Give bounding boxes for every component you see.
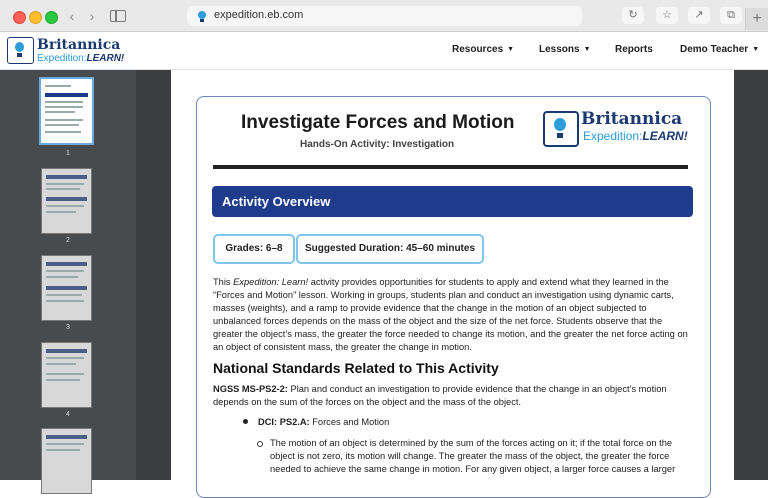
title-divider: [213, 165, 688, 169]
back-arrow-icon[interactable]: ‹: [69, 8, 75, 24]
page-number-label: 4: [66, 411, 70, 418]
chevron-down-icon: ▼: [583, 46, 591, 53]
close-window-button[interactable]: [13, 11, 26, 24]
url-text: expedition.eb.com: [214, 9, 304, 21]
site-header: [0, 32, 768, 70]
nav-resources[interactable]: Resources ▼: [452, 44, 515, 55]
bullet-icon: [243, 419, 248, 424]
section-heading: Activity Overview: [222, 194, 331, 209]
page-thumbnail-2[interactable]: [41, 168, 92, 234]
page-thumbnails-sidebar[interactable]: [0, 70, 136, 480]
page-thumbnail-1[interactable]: [39, 77, 94, 145]
lightbulb-icon: [543, 111, 579, 147]
share-icon[interactable]: ↗: [688, 7, 710, 24]
forward-arrow-icon[interactable]: ›: [89, 8, 95, 24]
lightbulb-icon: [7, 37, 34, 64]
new-tab-icon[interactable]: +: [745, 8, 768, 30]
browser-toolbar: [0, 0, 768, 32]
ngss-standard: NGSS MS-PS2-2: Plan and conduct an investigation to provide evidence that the change in an object’s motion depends on the sum of the forces on the object and the mass of the object.: [213, 384, 667, 407]
page-number-label: 3: [66, 324, 70, 331]
site-favicon-icon: [195, 9, 209, 23]
logo-subwordmark: Expedition:LEARN!: [583, 129, 688, 143]
document-subtitle: Hands-On Activity: Investigation: [300, 139, 455, 150]
tabs-overview-icon[interactable]: ⧉: [720, 7, 742, 24]
page-number-label: 1: [66, 150, 70, 157]
nav-reports[interactable]: Reports: [615, 44, 653, 55]
address-bar[interactable]: [187, 6, 582, 26]
document-title: Investigate Forces and Motion: [241, 112, 515, 133]
sub-bullet-icon: [257, 441, 263, 447]
logo-wordmark: Britannica: [37, 37, 121, 53]
minimize-window-button[interactable]: [29, 11, 42, 24]
logo-wordmark: Britannica: [581, 109, 683, 129]
activity-description: This Expedition: Learn! activity provides opportunities for students to apply and extend what they learned in the “Forces and Motion” lesson. Working in groups, students plan and conduct an investigation using dynamic carts, masses (weights), and a ramp to provide evidence that the change in the motion of an object subjected to unbalanced forces depends on the mass of the object and the size of the net force. Students observe that the greater the object’s mass, the greater the force needed to change its motion, and the greater the net force acting on an object of consistent mass, the greater the change in motion.: [213, 277, 688, 352]
nav-lessons[interactable]: Lessons ▼: [539, 44, 591, 55]
chevron-down-icon: ▼: [752, 46, 760, 53]
bookmark-star-icon[interactable]: ☆: [656, 7, 678, 24]
page-number-label: 2: [66, 237, 70, 244]
logo-subwordmark: Expedition:LEARN!: [37, 53, 125, 64]
activity-overview-banner: [212, 186, 693, 217]
dci-detail: The motion of an object is determined by the sum of the forces acting on it; if the total force on the object is not zero, its motion will change. The greater the mass of the object, the greater the force needed to achieve the same change in motion. For any given object, a larger force causes a larger: [270, 438, 676, 474]
nav-user-menu[interactable]: Demo Teacher ▼: [680, 44, 760, 55]
page-thumbnail-5[interactable]: [41, 428, 92, 494]
duration-badge: Suggested Duration: 45–60 minutes: [296, 234, 484, 264]
page-thumbnail-4[interactable]: [41, 342, 92, 408]
reload-icon[interactable]: ↻: [622, 7, 644, 24]
grades-badge: Grades: 6–8: [213, 234, 295, 264]
zoom-window-button[interactable]: [45, 11, 58, 24]
dci-item: DCI: PS2.A: Forces and Motion: [258, 417, 390, 427]
sidebar-toggle-icon[interactable]: [110, 10, 126, 22]
standards-heading: National Standards Related to This Activity: [213, 360, 499, 376]
chevron-down-icon: ▼: [507, 46, 515, 53]
page-thumbnail-3[interactable]: [41, 255, 92, 321]
